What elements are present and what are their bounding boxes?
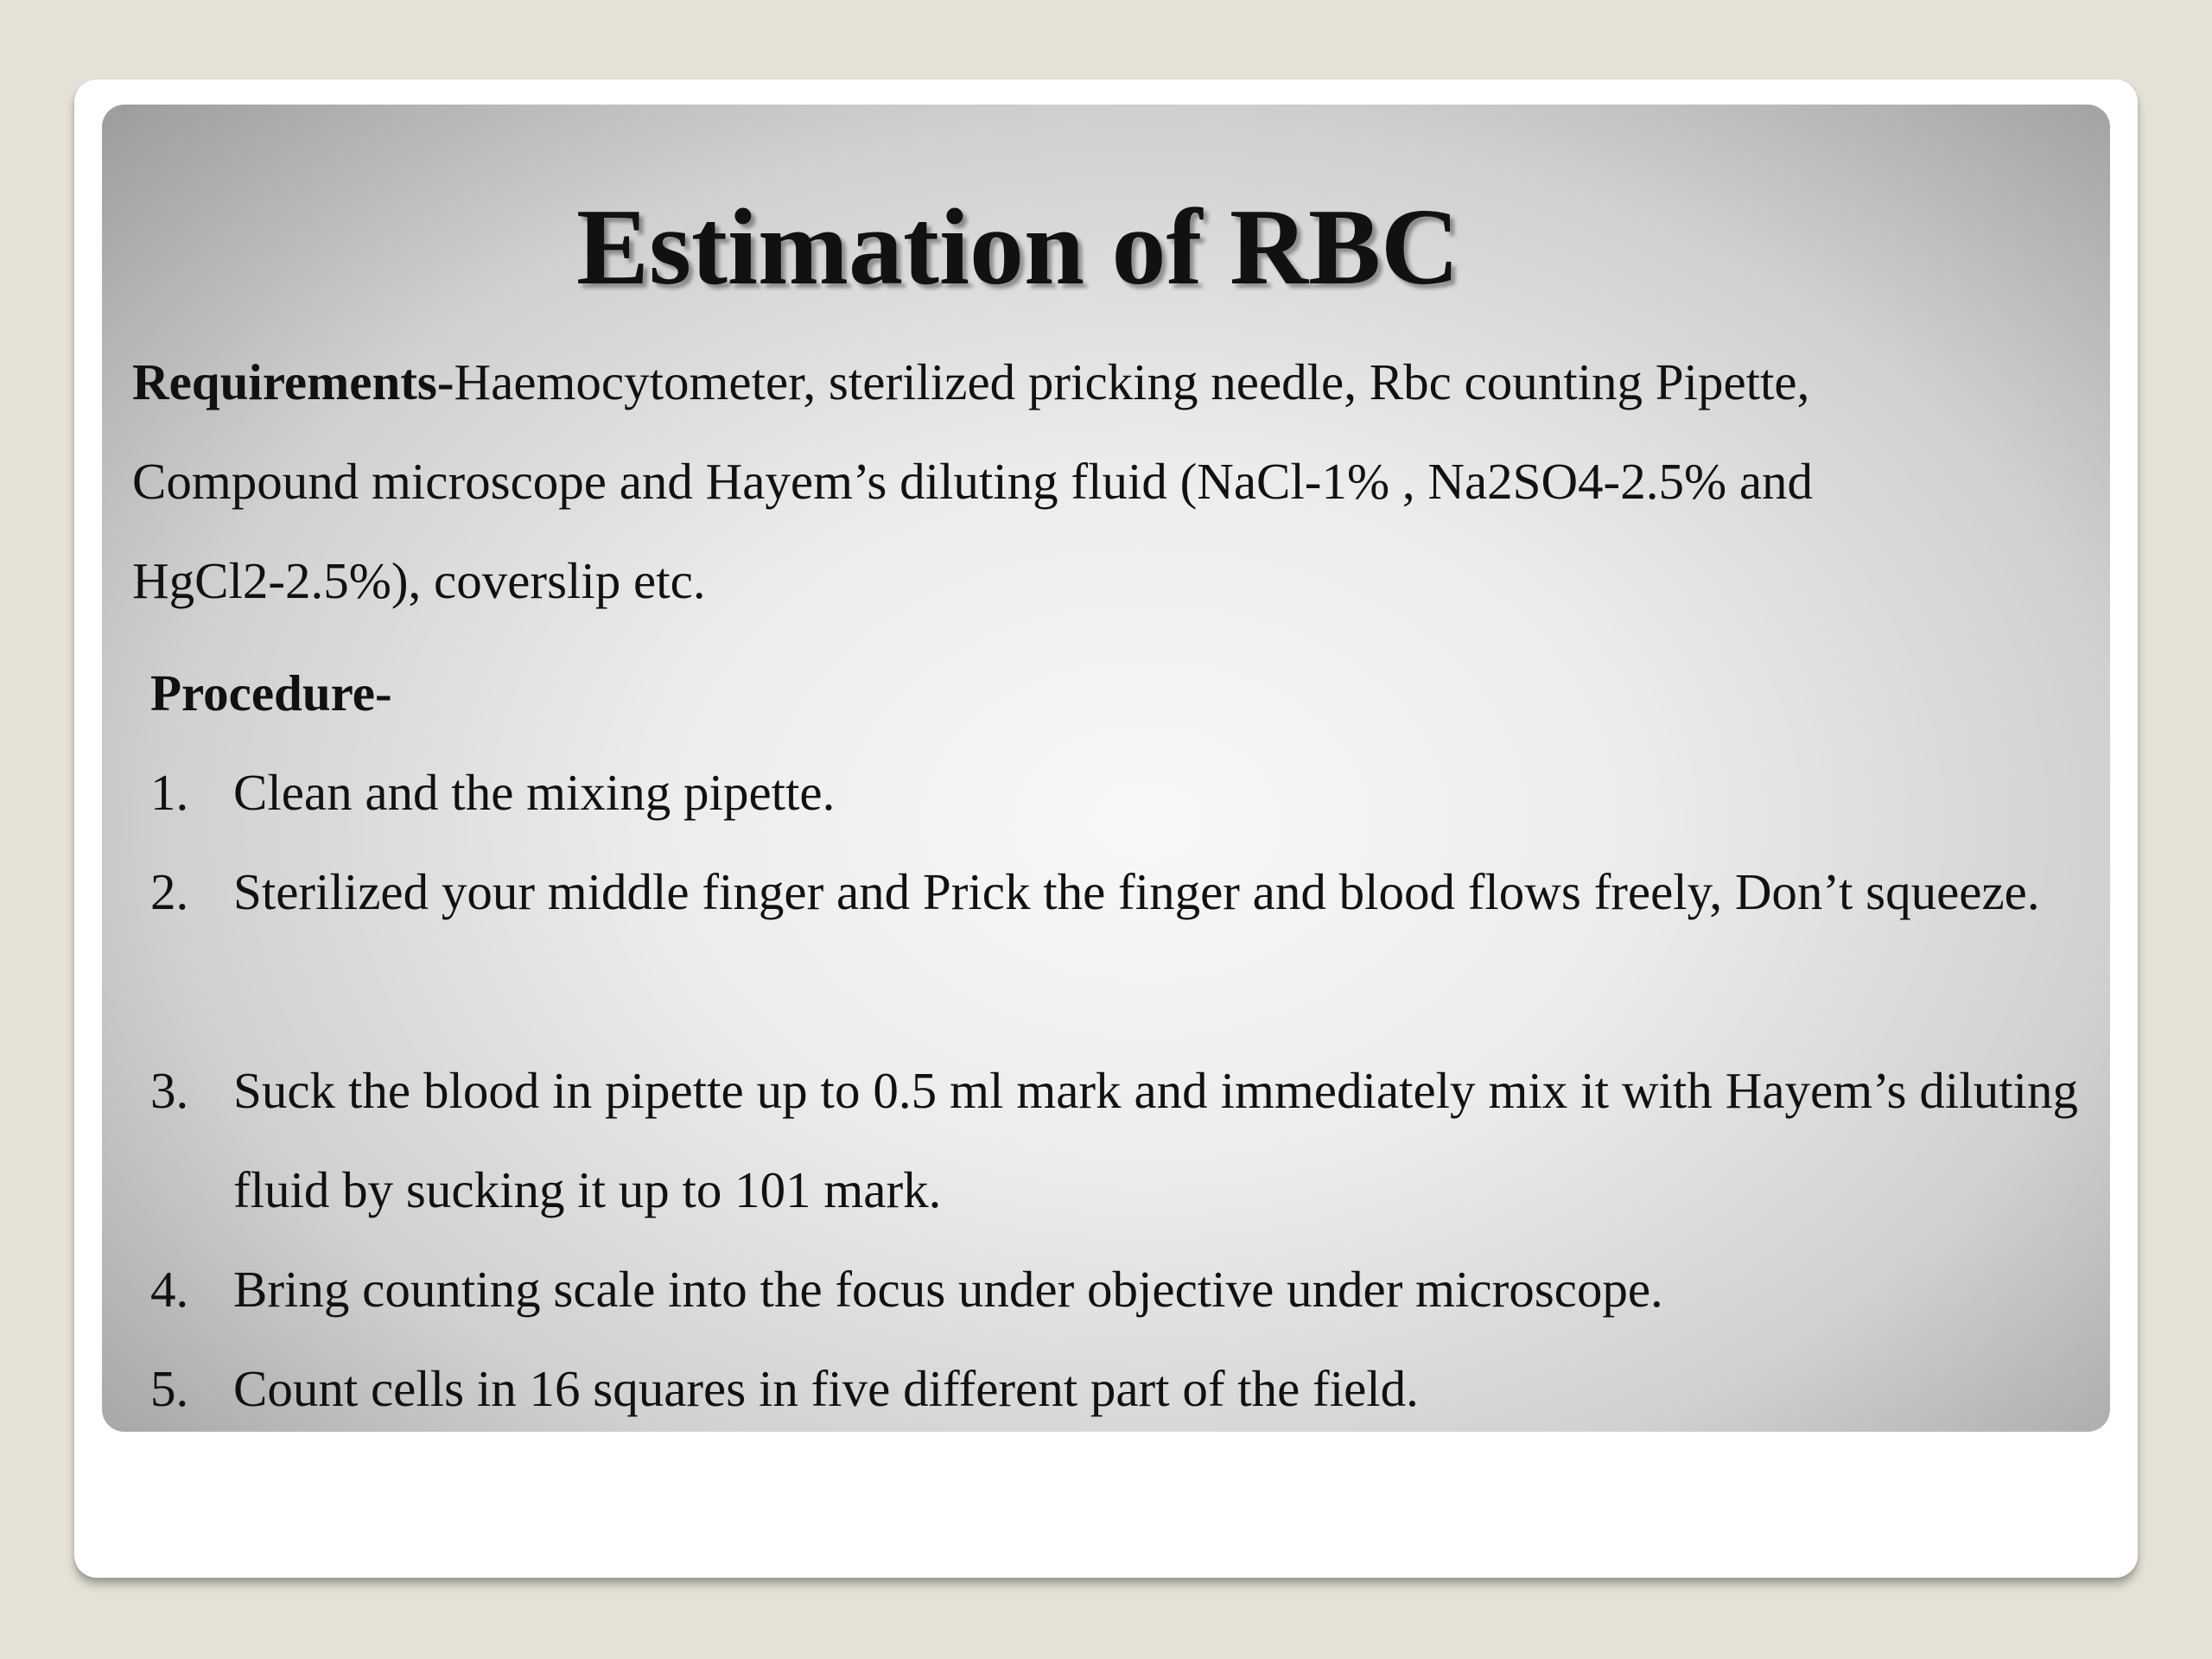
- step-number: 4.: [150, 1261, 189, 1318]
- requirements-paragraph: [132, 333, 2076, 631]
- step-text: Bring counting scale into the focus under objective under microscope.: [233, 1261, 1663, 1318]
- procedure-step-1: [150, 743, 2078, 842]
- step-number: 1.: [150, 764, 189, 821]
- requirements-text-1: Haemocytometer, sterilized pricking needle, Rbc counting Pipette,: [454, 353, 1810, 410]
- step-number: 2.: [150, 863, 189, 920]
- requirements-line-1: [132, 333, 2076, 432]
- step-text: Suck the blood in pipette up to 0.5 ml mark and immediately mix it with Hayem’s diluting fluid by sucking it up to 101 mark.: [233, 1062, 2078, 1218]
- step-text: Count cells in 16 squares in five different part of the field.: [233, 1360, 1419, 1417]
- step-text: Clean and the mixing pipette.: [233, 764, 836, 821]
- slide-title: Estimation of RBC: [575, 188, 1460, 308]
- procedure-step-3: [150, 1041, 2078, 1240]
- step-text: Sterilized your middle finger and Prick the finger and blood flows freely, Don’t squeeze.: [233, 863, 2040, 920]
- procedure-step-2: [150, 842, 2078, 942]
- procedure-step-5: [150, 1339, 2078, 1439]
- step-number: 3.: [150, 1062, 189, 1119]
- requirements-label: Requirements-: [132, 353, 454, 410]
- procedure-step-4: [150, 1240, 2078, 1339]
- procedure-heading: Procedure-: [150, 664, 392, 721]
- step-number: 5.: [150, 1360, 189, 1417]
- requirements-line-3: HgCl2-2.5%), coverslip etc.: [132, 552, 706, 609]
- requirements-line-2: Compound microscope and Hayem’s diluting fluid (NaCl-1% , Na2SO4-2.5% and: [132, 453, 1814, 510]
